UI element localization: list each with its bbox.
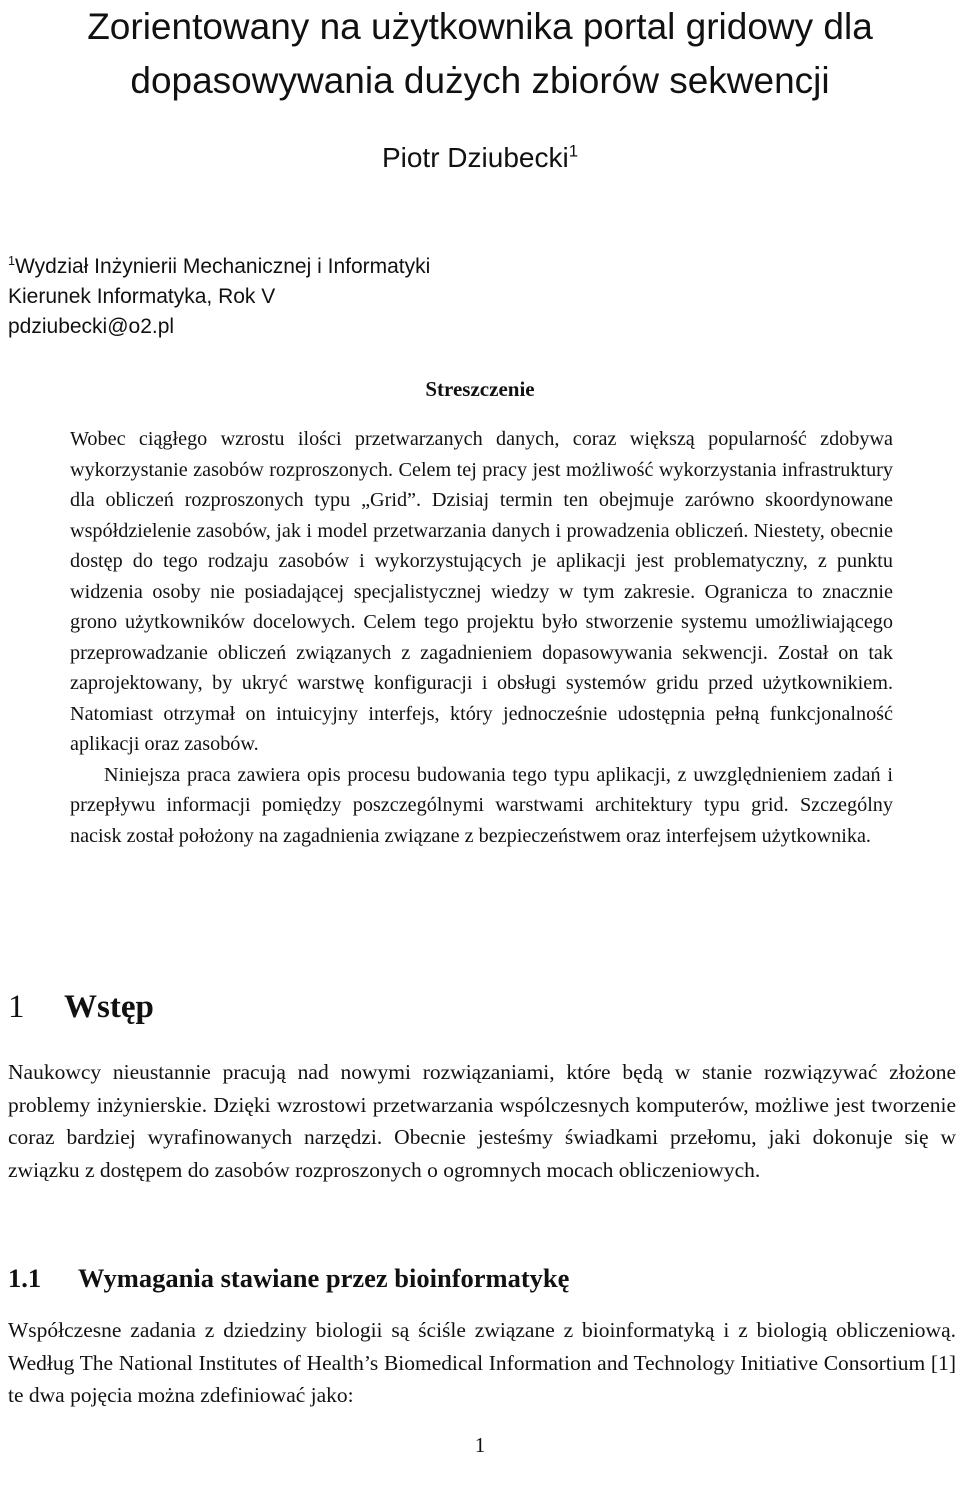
author-name: Piotr Dziubecki — [381, 142, 569, 173]
section-heading — [8, 985, 154, 1029]
section-body — [8, 1056, 956, 1187]
section-number: 1 — [8, 989, 25, 1025]
page-number: 1 — [474, 1433, 486, 1457]
affiliation-faculty: Wydział Inżynierii Mechanicznej i Informatyki — [15, 255, 431, 278]
paper-title — [0, 0, 960, 108]
title-line: Zorientowany na użytkownika portal gridowy dla — [87, 6, 873, 47]
abstract-heading: Streszczenie — [425, 377, 535, 401]
section-title: Wstęp — [64, 989, 154, 1025]
affiliation-mark: 1 — [8, 254, 16, 268]
abstract-paragraph: Niniejsza praca zawiera opis procesu budowania tego typu aplikacji, z uwzględnieniem zadań i przepływu informacji pomiędzy poszczególnymi warstwami architektury typu grid. Szczególny nacisk został położony na zagadnienia związane z bezpieczeństwem oraz interfejsem użytkownika. — [70, 763, 893, 847]
abstract-paragraph: Wobec ciągłego wzrostu ilości przetwarzanych danych, coraz większą popularność zdobywa wykorzystanie zasobów rozproszonych. Celem tej pracy jest możliwość wykorzystania infrastruktury dla obliczeń rozproszonych typu „Grid”. Dzisiaj termin ten obejmuje zarówno skoordynowane współdzielenie zasobów, jak i model przetwarzania danych i prowadzenia obliczeń. Niestety, obecnie dostęp do tego rodzaju zasobów i wykorzystujących je aplikacji jest problematyczny, z punktu widzenia osoby nie posiadającej specjalistycznej wiedzy w tym zakresie. Ogranicza to znacznie grono użytkowników docelowych. Celem tego projektu było stworzenie systemu umożliwiającego przeprowadzanie obliczeń związanych z zagadnieniem dopasowywania sekwencji. Został on tak zaprojektowany, by ukryć warstwę konfiguracji i obsługi systemów gridu przed użytkownikiem. Natomiast otrzymał on intuicyjny interfejs, który jednocześnie udostępnia pełną funkcjonalność aplikacji oraz zasobów. — [70, 428, 893, 755]
affiliation-program: Kierunek Informatyka, Rok V — [8, 285, 276, 308]
affiliation-block — [8, 252, 430, 342]
abstract-body — [70, 424, 893, 851]
affiliation-line — [8, 252, 430, 282]
body-paragraph: Naukowcy nieustannie pracują nad nowymi rozwiązaniami, które będą w stanie rozwiązywać złożone problemy inżynierskie. Dzięki wzrostowi przetwarzania wspólczesnych komputerów, możliwe jest tworzenie coraz bardziej wyrafinowanych narzędzi. Obecnie jesteśmy świadkami przełomu, jaki dokonuje się w związku z dostępem do zasobów rozproszonych o ogromnych mocach obliczeniowych. — [8, 1060, 956, 1183]
author-affiliation-mark: 1 — [568, 141, 579, 161]
subsection-title: Wymagania stawiane przez bioinformatykę — [78, 1263, 570, 1293]
author-line — [0, 140, 960, 176]
subsection-heading — [8, 1258, 569, 1298]
author-email: pdziubecki@o2.pl — [8, 315, 175, 338]
subsection-number: 1.1 — [8, 1263, 42, 1293]
body-paragraph: Współczesne zadania z dziedziny biologii są ściśle związane z bioinformatyką i z biologią obliczeniową. Według The National Institutes of Health’s Biomedical Information and Technology Initiative Consortium [1] te dwa pojęcia można zdefiniować jako: — [8, 1318, 956, 1408]
title-line: dopasowywania dużych zbiorów sekwencji — [130, 60, 830, 101]
subsection-body — [8, 1314, 956, 1412]
